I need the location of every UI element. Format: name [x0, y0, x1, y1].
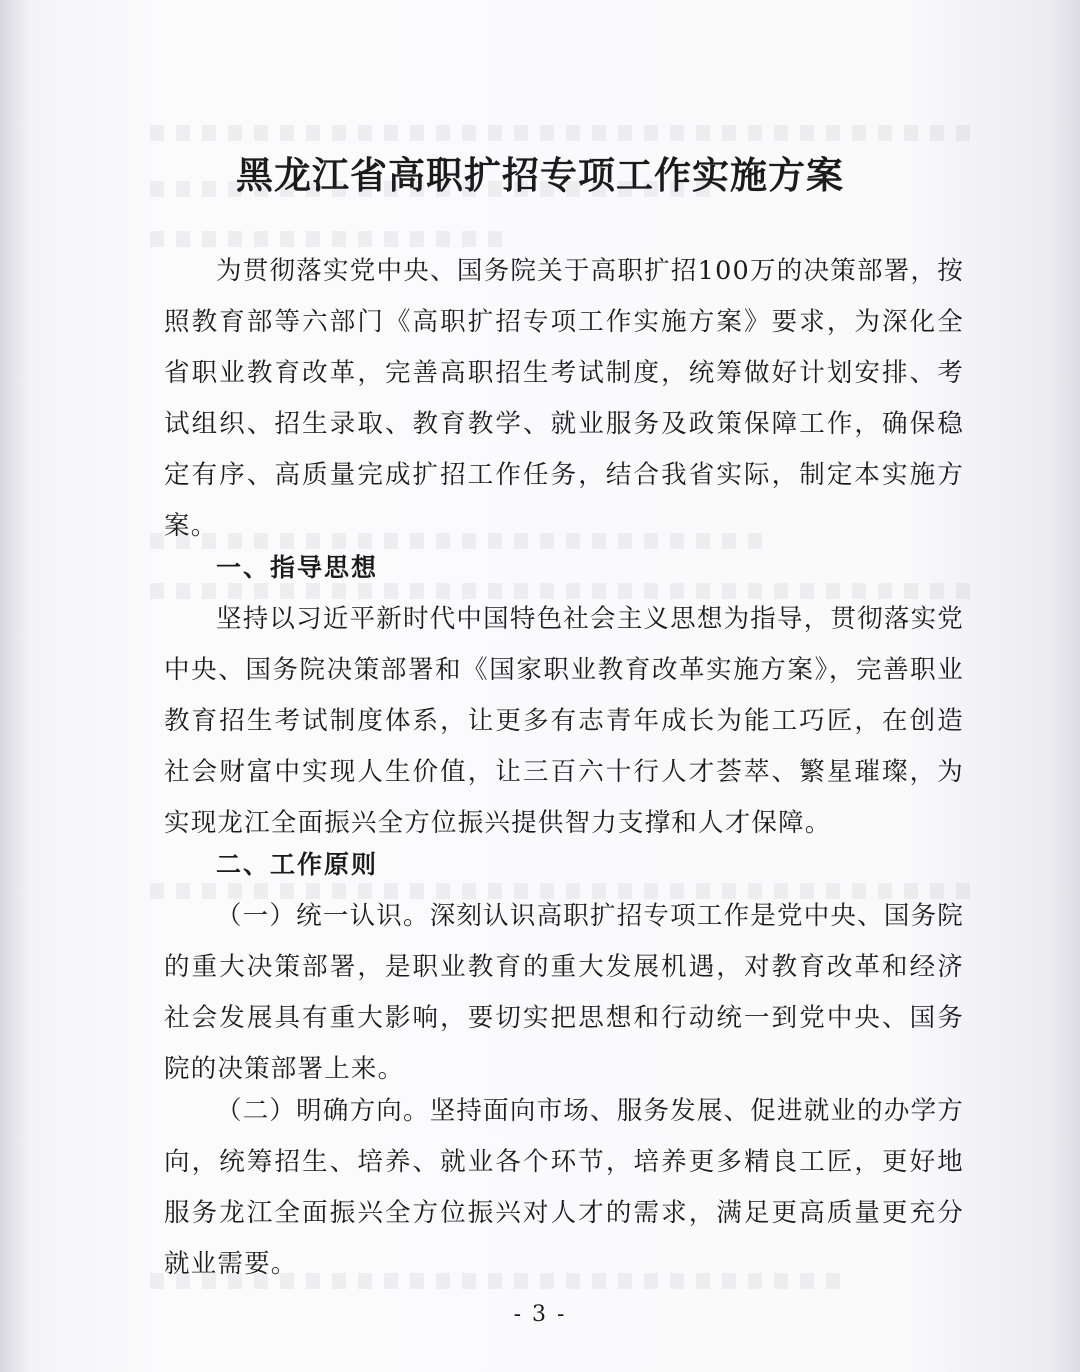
section-heading-guiding-ideology: 一、指导思想 [216, 553, 379, 582]
page-number: - 3 - [513, 1302, 567, 1327]
intro-paragraph: 为贯彻落实党中央、国务院关于高职扩招100万的决策部署，按照教育部等六部门《高职扩招专项工作实施方案》要求，为深化全省职业教育改革，完善高职招生考试制度，统筹做好计划安排、考试组织、招生录取、教育教学、就业服务及政策保障工作，确保稳定有序、高质量完成扩招工作任务，结合我省实际，制定本实施方案。 [164, 256, 964, 541]
guiding-ideology-paragraph: 坚持以习近平新时代中国特色社会主义思想为指导，贯彻落实党中央、国务院决策部署和《国家职业教育改革实施方案》，完善职业教育招生考试制度体系，让更多有志青年成长为能工巧匠，在创造社会财富中实现人生价值，让三百六十行人才荟萃、繁星璀璨，为实现龙江全面振兴全方位振兴提供智力支撑和人才保障。 [164, 604, 964, 838]
show-through-line [150, 122, 970, 144]
principle-unified-understanding: （一）统一认识。深刻认识高职扩招专项工作是党中央、国务院的重大决策部署，是职业教育的重大发展机遇，对教育改革和经济社会发展具有重大影响，要切实把思想和行动统一到党中央、国务院的决策部署上来。 [164, 901, 964, 1084]
principle-clear-direction: （二）明确方向。坚持面向市场、服务发展、促进就业的办学方向，统筹招生、培养、就业各个环节，培养更多精良工匠，更好地服务龙江全面振兴全方位振兴对人才的需求，满足更高质量更充分就业需要。 [164, 1096, 964, 1279]
section-heading-work-principles: 二、工作原则 [216, 850, 379, 879]
document-title: 黑龙江省高职扩招专项工作实施方案 [236, 153, 844, 197]
